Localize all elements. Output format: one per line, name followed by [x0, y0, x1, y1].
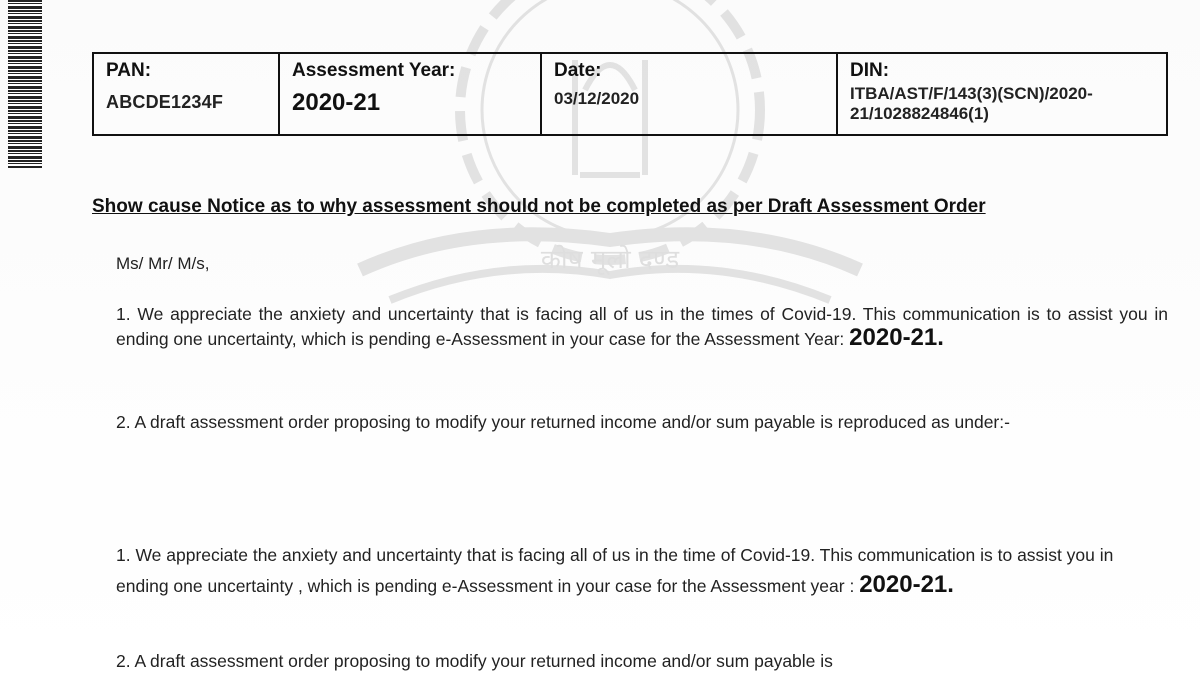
- paragraph-1-text: 1. We appreciate the anxiety and uncertainty that is facing all of us in the times of Covid-19. This communication is to assist you in ending one uncertainty, which is pending e-Assessment in your case for the Assessment Year:: [116, 304, 1168, 349]
- paragraph-2: 2. A draft assessment order proposing to modify your returned income and/or sum payable is reproduced as under:-: [116, 412, 1010, 432]
- paragraph-1-year: 2020-21.: [849, 324, 944, 351]
- pan-label: PAN:: [106, 60, 152, 81]
- din-label: DIN:: [850, 60, 890, 81]
- paragraph-3-text: 1. We appreciate the anxiety and uncertainty that is facing all of us in the time of Covid-19. This communication is to assist you in ending one uncertainty , which is pending e-Assessment in your case for the Assessment year :: [116, 545, 1114, 596]
- date-cell: [542, 54, 838, 134]
- date-label: Date:: [554, 60, 602, 81]
- assessment-year-cell: [280, 54, 542, 134]
- pan-cell: [94, 54, 280, 134]
- notice-heading: Show cause Notice as to why assessment should not be completed as per Draft Assessment Order: [92, 196, 986, 217]
- paragraph-4: 2. A draft assessment order proposing to modify your returned income and/or sum payable is: [116, 651, 833, 671]
- header-table: [92, 52, 1168, 136]
- paragraph-3-year: 2020-21.: [859, 571, 954, 598]
- date-value: 03/12/2020: [554, 89, 640, 108]
- paragraph-3: [116, 540, 1116, 601]
- assessment-year-label: Assessment Year:: [292, 60, 456, 81]
- din-value: ITBA/AST/F/143(3)(SCN)/2020-21/1028824846(1): [850, 84, 1093, 123]
- din-cell: [838, 54, 1166, 134]
- watermark-motto: कोष मूलो दण्ड: [540, 245, 680, 275]
- pan-value: ABCDE1234F: [106, 92, 224, 112]
- assessment-year-value: 2020-21: [292, 89, 381, 116]
- salutation: Ms/ Mr/ M/s,: [116, 254, 210, 273]
- barcode: [8, 0, 42, 168]
- paragraph-1: [116, 303, 1168, 351]
